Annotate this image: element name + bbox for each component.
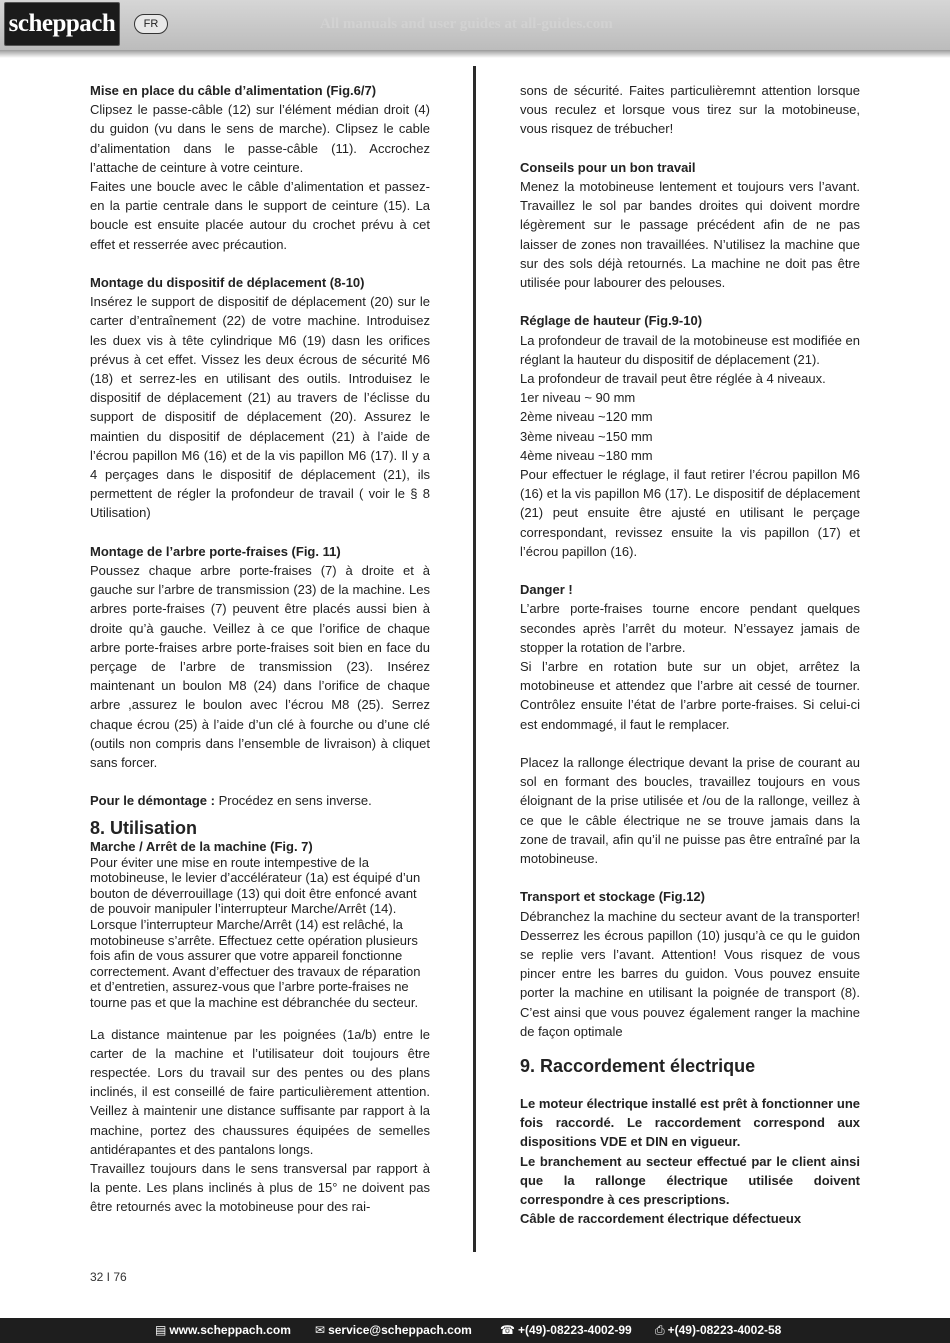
paragraph: Faites une boucle avec le câble d’alimentation et passez-en la partie centrale dans le support de ceinture (15). La boucle est ensuite placée autour du crochet prévu à cet effet et resserrée avec précaution. (90, 179, 430, 252)
footer-email[interactable] (315, 1318, 472, 1343)
footer-phone (500, 1318, 632, 1343)
level-item: 4ème niveau ~180 mm (520, 447, 653, 463)
left-column (90, 81, 430, 1217)
fax-icon: ⎙ (655, 1323, 665, 1337)
language-badge: FR (134, 14, 168, 34)
paragraph: Placez la rallonge électrique devant la prise de courant au sol en formant des boucles, travaillez toujours en vous éloignant de la prise utilisée et /ou de la rallonge, veillez à ce que le câble électrique ne se trouve jamais dans la zone de travail, afin qu’il ne puisse pas être entraîné par la motobineuse. (520, 755, 860, 867)
paragraph-demontage (90, 791, 430, 810)
paragraph-bold: Le moteur électrique installé est prêt à fonctionner une fois raccordé. Le raccordement correspond aux dispositions VDE et DIN en vigueur. (520, 1096, 860, 1150)
section-title-deplacement: Montage du dispositif de déplacement (8-10) (90, 275, 365, 291)
header-shadow (0, 50, 950, 58)
footer-web[interactable] (155, 1318, 291, 1343)
level-item: 3ème niveau ~150 mm (520, 428, 653, 444)
paragraph: Clipsez le passe-câble (12) sur l’élément médian droit (4) du guidon (vu dans le sens de marche). Clipsez le cable d’alimentation dans le passe-câble (11). Accrochez l’attache de ceinture à votre ceinture. (90, 102, 430, 175)
section-title-arbre: Montage de l’arbre porte-fraises (Fig. 11) (90, 543, 341, 559)
paragraph: Si l’arbre en rotation bute sur un objet, arrêtez la motobineuse et attendez que l’arbre ait cessé de tourner. Contrôlez ensuite l’état de l’arbre porte-fraises. Si celui-ci est endommagé, il faut le remplacer. (520, 659, 860, 732)
section-title-conseils: Conseils pour un bon travail (520, 159, 696, 175)
section-title-danger: Danger ! (520, 582, 573, 598)
paragraph: Débranchez la machine du secteur avant de la transporter! Desserrez les écrous papillon (10) jusqu’à ce qu le guidon se replie vers l’avant. Attention! Vous risquez de vous pincer entre les barres du guidon. Vous pouvez ensuite porter la machine en utilisant la poignée de transport (8). C’est ainsi que vous pouvez également ranger la machine de façon optimale (520, 908, 860, 1039)
footer-email-text: service@scheppach.com (328, 1323, 472, 1337)
section-heading-utilisation: 8. Utilisation (90, 817, 198, 838)
demontage-text: Procédez en sens inverse. (214, 793, 372, 809)
paragraph: La distance maintenue par les poignées (1a/b) entre le carter de la machine et l’utilisateur doit toujours être respectée. Lors du travail sur des pentes ou des plans inclinés, il est conseillé de faire particulièrement attention. Veillez à maintenir une distance suffisante par rapport à la machine, portez des chaussures équipées de semelles antidérapantes et des pantalons longs. (90, 1026, 430, 1157)
paragraph: Pour éviter une mise en route intempestive de la motobineuse, le levier d’accélérateur (1a) est équipé d’un bouton de déverrouillage (13) qui doit être enfoncé avant de pouvoir manipuler l’interrupteur Marche/Arrêt (14). Lorsque l’interrupteur Marche/Arrêt (14) est relâché, la motobineuse s’arrête. Effectuez cette opération plusieurs fois afin de vous assurer que votre appareil fonctionne correctement. Avant d’effectuer des travaux de réparation et d’entretien, assurez-vous que l’arbre porte-fraises ne tourne pas et que la machine est débranchée du secteur. (90, 854, 421, 1011)
footer-fax (655, 1318, 781, 1343)
header-bar (0, 0, 950, 50)
paragraph: L’arbre porte-fraises tourne encore pendant quelques secondes après l’arrêt du moteur. N’essayez jamais de stopper la rotation de l’arbre. (520, 601, 860, 655)
level-item: 1er niveau ~ 90 mm (520, 390, 636, 406)
paragraph: Travaillez toujours dans le sens transversal par rapport à la pente. Les plans inclinés à plus de 15° ne doivent pas être retournés avec la motobineuse pour des rai- (90, 1161, 430, 1215)
scheppach-logo: scheppach (4, 2, 120, 46)
paragraph: Menez la motobineuse lentement et toujours vers l’avant. Travaillez le sol par bandes droites qui doivent mordre légèrement sur le passage précédent afin de ne pas laisser de zones non travaillées. N’utilisez la machine que sur des sols déjà retournés. La machine ne doit pas être utilisée pour labourer des pelouses. (520, 179, 860, 291)
paragraph: Insérez le support de dispositif de déplacement (20) sur le carter d’entraînement (22) de votre machine. Introduisez les duex vis à tête cylindrique M6 (19) dasn les orifices prévus à cet effet. Vissez les deux écrous de sécurité M6 (18) et serrez-les en utilisant des outils. Introduisez le dispositif de déplacement (21) au travers de l’éclisse du support de dispositif de déplacement (20). Assurez le maintien du dispositif de déplacement (21) à l’aide de l’écrou papillon M6 (16) et de la vis papillon M6 (17). Il y a 4 perçages dans le dispositif de déplacement (21), ils permettent de régler la profondeur de travail ( voir le § 8 Utilisation) (90, 294, 430, 521)
section-heading-raccordement: 9. Raccordement électrique (520, 1056, 756, 1077)
paragraph: sons de sécurité. Faites particulièremnt attention lorsque vous reculez et lorsque vous tirez sur la motobineuse, vous risquez de trébucher! (520, 83, 860, 137)
paragraph-bold: Le branchement au secteur effectué par le client ainsi que la rallonge électrique utilisée doivent correspondre à ces prescriptions. (520, 1153, 860, 1208)
footer-bar (0, 1318, 950, 1343)
envelope-icon: ✉ (315, 1323, 326, 1337)
page-number: 32 I 76 (90, 1270, 127, 1284)
paragraph-bold: Câble de raccordement électrique défectueux (520, 1211, 802, 1227)
watermark-text: All manuals and user guides at all-guides.com (320, 16, 613, 32)
computer-icon: ▤ (155, 1323, 167, 1337)
paragraph: La profondeur de travail peut être réglée à 4 niveaux. (520, 371, 826, 387)
paragraph: Poussez chaque arbre porte-fraises (7) à droite et à gauche sur l’arbre de transmission (23) de la machine. Les arbres porte-fraises (7) peuvent être placés aussi bien à droite qu’à gauche. Veillez à ce que l’orifice de chaque arbre porte-fraises arbre porte-fraises soit bien en face du perçage de l’arbre de transmission (23). Insérez maintenant un boulon M8 (24) dans l’orifice de chaque arbre ,assurez le boulon avec l’écrou M8 (25). Serrez chaque écrou (25) à l’aide d’un clé à fourche ou d’une clé (outils non compris dans l’ensemble de livraison) à cliquet sans forcer. (90, 563, 430, 771)
paragraph: La profondeur de travail de la motobineuse est modifiée en réglant la hauteur du dispositif de déplacement (21). (520, 332, 860, 367)
right-column (520, 81, 860, 1229)
section-title-reglage: Réglage de hauteur (Fig.9-10) (520, 313, 703, 329)
footer-fax-text: +(49)-08223-4002-58 (667, 1323, 782, 1337)
phone-icon: ☎ (500, 1323, 515, 1337)
footer-phone-text: +(49)-08223-4002-99 (517, 1323, 632, 1337)
demontage-label: Pour le démontage : (90, 793, 215, 809)
column-divider (473, 66, 476, 1252)
level-item: 2ème niveau ~120 mm (520, 409, 653, 425)
section-title-marche-arret: Marche / Arrêt de la machine (Fig. 7) (90, 838, 313, 854)
footer-web-text: www.scheppach.com (169, 1323, 291, 1337)
section-title-cable: Mise en place du câble d’alimentation (Fig.6/7) (90, 83, 377, 98)
paragraph: Pour effectuer le réglage, il faut retirer l’écrou papillon M6 (16) et la vis papillon M6 (17). Le dispositif de déplacement (21) peut ensuite être ajusté en utilisant le perçage correspondant, revissez ensuite la vis papillon (17) et l’écrou papillon (16). (520, 467, 860, 559)
section-title-transport: Transport et stockage (Fig.12) (520, 889, 705, 905)
